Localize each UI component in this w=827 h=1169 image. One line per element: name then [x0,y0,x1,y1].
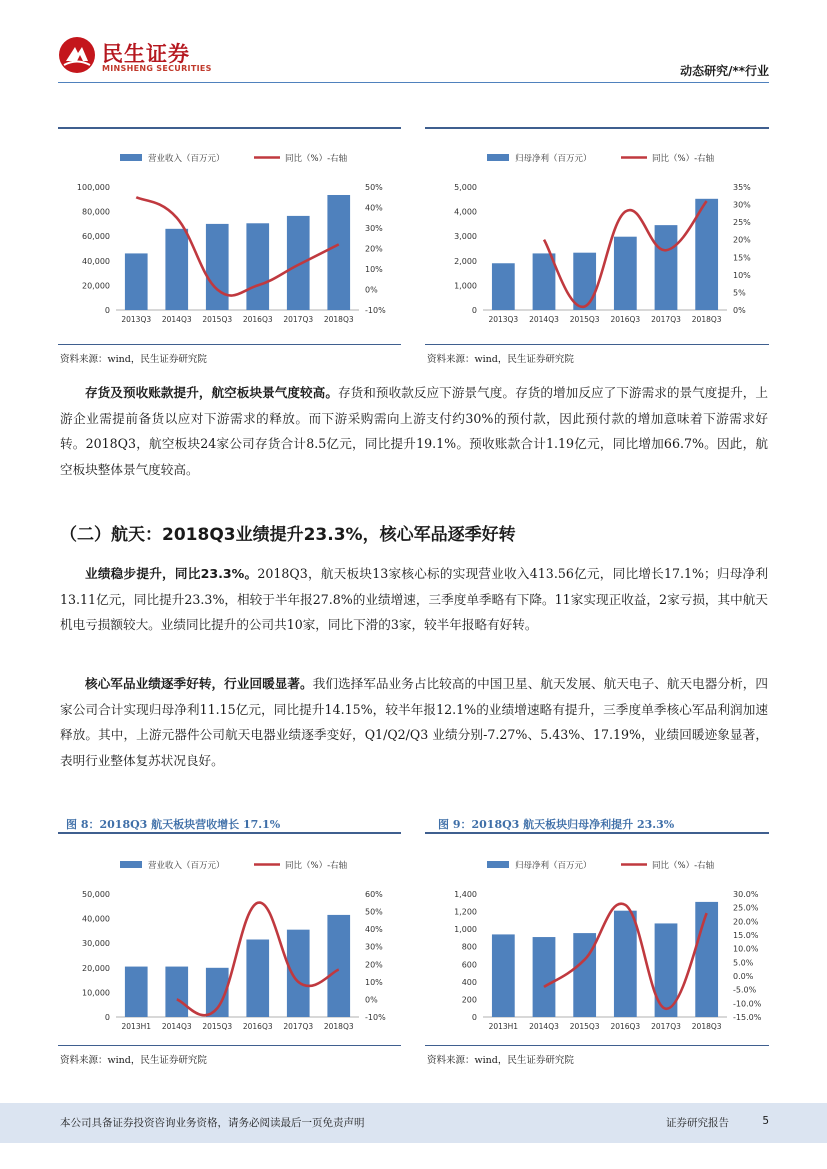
x-tick-label: 2016Q3 [610,315,641,324]
legend-bar-label: 营业收入（百万元） [148,861,225,871]
x-tick-label: 2014Q3 [529,315,559,324]
bar [327,195,350,310]
x-tick-label: 2013H1 [121,1022,151,1031]
y2-tick-label: 25.0% [733,903,759,913]
bar [165,229,188,310]
x-tick-label: 2018Q3 [323,1022,354,1031]
x-tick-label: 2014Q3 [529,1022,559,1031]
y2-tick-label: 0% [365,285,378,295]
bar [287,216,310,310]
y2-tick-label: 60% [365,890,383,899]
section-title-aerospace: （二）航天：2018Q3业绩提升23.3%，核心军品逐季好转 [60,525,516,545]
chart-bottom-border [425,1045,769,1046]
logo-text-cn: 民生证券 [102,42,190,66]
logo-mark-icon [58,36,96,74]
chart2-svg [425,147,769,347]
chart4-svg [425,854,769,1054]
legend-line-label: 同比（%）-右轴 [285,861,348,871]
legend-bar-swatch [487,861,509,868]
legend-bar-swatch [120,861,142,868]
bar [695,902,718,1017]
y-tick-label: 1,000 [454,925,477,935]
y2-tick-label: 30% [365,942,383,952]
chart-revenue-aerospace [58,832,401,1046]
chart1-svg [58,147,401,347]
legend-line-label: 同比（%）-右轴 [652,154,715,164]
legend [487,153,715,164]
y2-tick-label: 20% [365,244,383,254]
y-tick-label: 60,000 [82,232,110,242]
y2-tick-label: 50% [365,907,383,917]
paragraph-lead: 核心军品业绩逐季好转，行业回暖显著。 [85,676,313,691]
paragraph-body: 2018Q3，航天板块13家核心标的实现营业收入413.56亿元，同比增长17.1%；归母净利13.11亿元，同比提升23.3%，相较于半年报27.8%的业绩增速，三季度单季略有下降。11家实现正收益，2家亏损，其中航天机电亏损额较大。业绩同比提升的公司共10家，同比下滑的3家，较半年报略有好转。 [60,566,768,632]
legend-bar-label: 营业收入（百万元） [148,154,225,164]
legend [120,153,348,164]
y2-tick-label: 0% [733,306,746,315]
y2-tick-label: -10.0% [733,999,762,1009]
y-tick-label: 30,000 [82,939,110,949]
bar [327,915,350,1017]
bar [125,253,148,310]
x-tick-label: 2015Q3 [569,315,600,324]
bar [287,930,310,1017]
chart-bottom-border [58,1045,401,1046]
y2-tick-label: 50% [365,183,383,192]
chart-top-border [58,127,401,129]
y-tick-label: 20,000 [82,963,110,973]
x-tick-label: 2013H1 [488,1022,519,1031]
x-tick-label: 2017Q3 [651,315,681,324]
legend [487,860,715,871]
y-tick-label: 100,000 [76,183,110,192]
x-tick-label: 2015Q3 [202,1022,233,1031]
y-tick-label: 200 [461,995,477,1005]
footer-disclaimer: 本公司具备证券投资咨询业务资格，请务必阅读最后一页免责声明 [60,1117,365,1129]
x-tick-label: 2017Q3 [283,1022,314,1031]
legend-bar-swatch [120,154,142,161]
y2-tick-label: 30% [733,200,751,210]
chart-top-border [425,127,769,129]
x-tick-label: 2018Q3 [691,315,722,324]
paragraph-core-military [60,671,768,773]
legend-bar-label: 归母净利（百万元） [515,154,592,164]
y-tick-label: 400 [461,977,477,987]
bar [246,940,269,1017]
y2-tick-label: -10% [365,306,386,315]
chart3-svg [58,854,401,1054]
chart-bottom-border [58,344,401,345]
y-tick-label: 5,000 [454,183,477,192]
x-tick-label: 2015Q3 [569,1022,600,1031]
x-tick-label: 2013Q3 [488,315,519,324]
chart-top-border [425,832,769,834]
y2-tick-label: 40% [365,203,383,213]
paragraph-lead: 存货及预收账款提升，航空板块景气度较高。 [85,385,338,400]
y2-tick-label: 10% [365,977,383,987]
y2-tick-label: -5.0% [733,985,757,995]
legend-bar-label: 归母净利（百万元） [515,861,592,871]
y2-tick-label: 10% [733,270,751,280]
y-tick-label: 800 [461,942,477,952]
y-tick-label: 80,000 [82,207,110,217]
y-tick-label: 4,000 [454,207,477,217]
bar [533,253,556,310]
x-tick-label: 2016Q3 [242,315,273,324]
y2-tick-label: 30.0% [733,890,759,899]
figure9-title: 图 9：2018Q3 航天板块归母净利提升 23.3% [438,818,675,831]
chart1-source: 资料来源：wind，民生证券研究院 [60,354,207,365]
report-category: 动态研究/**行业 [680,64,769,78]
y2-tick-label: 40% [365,925,383,935]
minsheng-logo [58,36,228,76]
bar [246,223,269,310]
y2-tick-label: 0% [365,995,378,1005]
y-tick-label: 0 [104,1013,110,1022]
y-tick-label: 2,000 [454,256,477,266]
paragraph-body: 存货和预收款反应下游景气度。存货的增加反应了下游需求的景气度提升，上游企业需提前备货以应对下游需求的释放。而下游采购需向上游支付约30%的预付款，因此预付款的增加意味着下游需求好转。2018Q3，航空板块24家公司存货合计8.5亿元，同比提升19.1%。预收账款合计1.19亿元，同比增加66.7%。因此，航空板块整体景气度较高。 [60,385,769,477]
bar [655,225,678,310]
y-tick-label: 600 [461,960,477,970]
chart-bottom-border [425,344,769,345]
x-tick-label: 2013Q3 [121,315,152,324]
y2-tick-label: 5.0% [733,958,754,968]
legend-bar-swatch [487,154,509,161]
y2-tick-label: 10.0% [733,944,759,954]
chart4-source: 资料来源：wind，民生证券研究院 [427,1055,574,1066]
x-tick-label: 2014Q3 [161,1022,192,1031]
y-tick-label: 40,000 [82,256,110,266]
page-number: 5 [762,1115,769,1127]
bar [533,937,556,1017]
x-tick-label: 2016Q3 [610,1022,641,1031]
bar [614,911,637,1017]
y2-tick-label: 20.0% [733,917,759,927]
y-tick-label: 0 [471,1013,477,1022]
paragraph-performance [60,561,768,638]
figure8-title: 图 8：2018Q3 航天板块营收增长 17.1% [66,818,281,831]
legend-line-label: 同比（%）-右轴 [652,861,715,871]
legend [120,860,348,871]
y-tick-label: 40,000 [82,914,110,924]
chart-profit-aviation [425,127,769,345]
y-tick-label: 3,000 [454,232,477,242]
y2-tick-label: 15% [733,253,751,263]
paragraph-body: 我们选择军品业务占比较高的中国卫星、航天发展、航天电子、航天电器分析，四家公司合计实现归母净利11.15亿元，同比提升14.15%，较半年报12.1%的业绩增速略有提升，三季度单季核心军品利润加速释放。其中，上游元器件公司航天电器业绩逐季变好，Q1/Q2/Q3 业绩分别-7.27%、5.43%、17.19%，业绩回暖迹象显著，表明行业整体复苏状况良好。 [60,676,769,768]
paragraph-inventory [60,380,768,482]
bar [206,224,229,310]
y2-tick-label: 35% [733,183,751,192]
y-tick-label: 20,000 [82,281,110,291]
y2-tick-label: 25% [733,218,751,228]
bar [125,967,148,1017]
footer-report-type: 证券研究报告 [666,1117,729,1129]
chart2-source: 资料来源：wind，民生证券研究院 [427,354,574,365]
bar [573,253,596,310]
x-tick-label: 2014Q3 [161,315,192,324]
y-tick-label: 0 [104,306,110,315]
y2-tick-label: 20% [733,235,751,245]
y-tick-label: 1,000 [454,281,477,291]
x-tick-label: 2015Q3 [202,315,233,324]
y2-tick-label: -15.0% [733,1013,762,1022]
y2-tick-label: 30% [365,224,383,233]
y2-tick-label: 10% [365,265,383,274]
bar [492,263,515,310]
y2-tick-label: -10% [365,1013,386,1022]
y-tick-label: 50,000 [82,890,110,899]
chart-revenue-aviation [58,127,401,345]
bar [492,934,515,1017]
x-tick-label: 2018Q3 [323,315,354,324]
x-tick-label: 2018Q3 [691,1022,722,1031]
y-tick-label: 0 [471,306,477,315]
x-tick-label: 2017Q3 [651,1022,681,1031]
paragraph-lead: 业绩稳步提升，同比23.3%。 [85,566,258,581]
x-tick-label: 2017Q3 [283,315,314,324]
x-tick-label: 2016Q3 [242,1022,273,1031]
y2-tick-label: 5% [733,288,746,298]
logo-text-en: MINSHENG SECURITIES [102,64,212,73]
y-tick-label: 10,000 [82,988,110,998]
header-divider [58,82,769,83]
bar [165,967,188,1017]
bar [614,237,637,310]
y-tick-label: 1,200 [454,907,477,917]
y2-tick-label: 20% [365,960,383,970]
y-tick-label: 1,400 [454,890,477,899]
chart-profit-aerospace [425,832,769,1046]
page-header [0,0,827,84]
y2-tick-label: 0.0% [733,972,754,981]
legend-line-label: 同比（%）-右轴 [285,154,348,164]
chart3-source: 资料来源：wind，民生证券研究院 [60,1055,207,1066]
page-footer [0,1103,827,1143]
y2-tick-label: 15.0% [733,931,759,940]
chart-top-border [58,832,401,834]
